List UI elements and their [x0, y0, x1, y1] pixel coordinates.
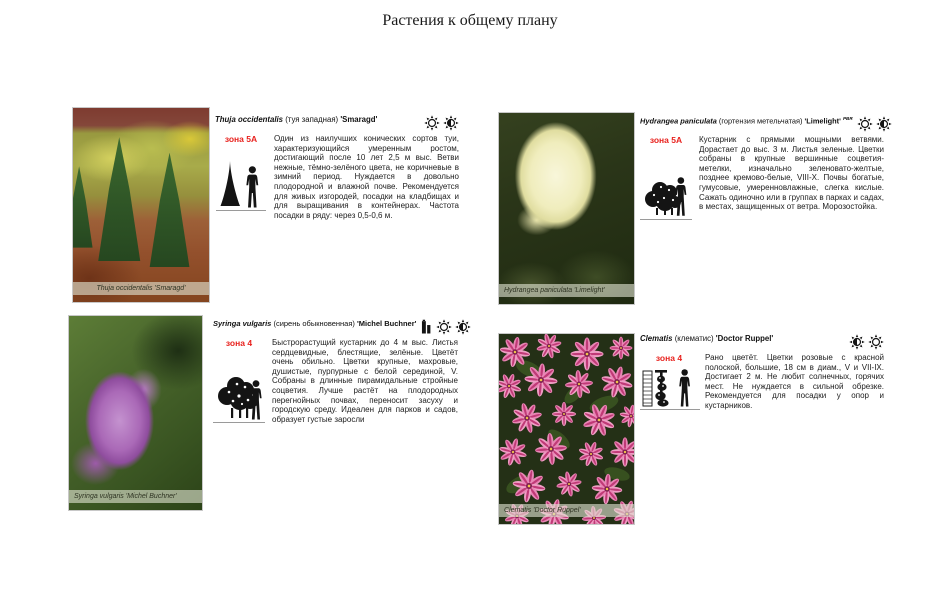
shrub-silhouette [645, 182, 681, 215]
half-shade-icon [876, 116, 892, 132]
hardiness-zone-label: зона 5A [224, 134, 258, 144]
plant-title-row [640, 116, 884, 132]
plant-name: Syringa vulgaris (сирень обыкновенная) 'Michel Buchner' [213, 319, 417, 328]
plant-name: Clematis (клематис) 'Doctor Ruppel' [640, 334, 774, 343]
syringa-photo [68, 315, 203, 511]
half-shade-icon [849, 334, 865, 350]
sun-icon [436, 319, 452, 335]
plant-title-row [215, 115, 459, 131]
clematis-flowers-art [499, 334, 635, 525]
sun-icon [424, 115, 440, 131]
hardiness-zone-label: зона 4 [225, 338, 253, 348]
person-silhouette [679, 369, 690, 406]
city-icon [420, 319, 433, 335]
plant-description: Рано цветёт. Цветки розовые с красной полоской, большие, 18 см в диам., V и VII-IX. Достигает 2 м. Не любит солнечных, горячих мест. Не нуждается в сильной обрезке. Рекомендуется для посадки у опор и кустарников. [705, 353, 884, 410]
hatched-wall [643, 371, 652, 406]
climbing-plant-on-pole [655, 370, 669, 407]
sun-icon [868, 334, 884, 350]
light-requirement-icons [845, 334, 884, 350]
hydrangea-photo [498, 112, 635, 305]
conical-tree-silhouette [221, 161, 241, 206]
hydrangea-card [640, 116, 884, 225]
light-requirement-icons [853, 116, 892, 132]
plant-title-row [213, 319, 458, 335]
photo-caption: Hydrangea paniculata 'Limelight' [499, 284, 634, 297]
plant-name: Thuja occidentalis (туя западная) 'Smaragd' [215, 115, 378, 124]
plant-description: Кустарник с прямыми мощными ветвями. Дорастает до выс. 3 м. Листья зеленые. Цветки собраны в крупные вершинные соцветия-метелки, изначально зеленовато-желтые, позднее кремово-белые, VIII-X. Почвы богатые, гумусовые, умеренновлажные, слегка кислые. Сажать одиночно или в группах в парках и садах, в местах, защищенных от ветра. Морозостойка. [699, 135, 884, 212]
plant-description: Быстрорастущий кустарник до 4 м выс. Листья сердцевидные, блестящие, зелёные. Цветёт очень обильно. Цветки крупные, махровые, душистые, пурпурные с белой серединой, V. Собраны в длинные пирамидальные стройные соцветия. Лучше растёт на плодородных перегнойных почвах, переносит засуху и городскую среду. Идеален для парков и садов, образует густые заросли [272, 338, 458, 424]
hardiness-zone-label: зона 5A [649, 135, 683, 145]
photo-caption: Clematis 'Doctor Ruppel' [499, 504, 634, 517]
thuja-tree-shape [95, 137, 144, 261]
half-shade-icon [455, 319, 471, 335]
thuja-tree-shape [146, 153, 192, 267]
size-pictogram-climber-on-support-with-person [640, 365, 700, 410]
thuja-card [215, 115, 459, 220]
clematis-card [640, 334, 884, 415]
person-silhouette [246, 166, 258, 207]
plant-description: Один из наилучших конических сортов туи, характеризующийся умеренным ростом, достигающий после 10 лет 2,5 м выс. Ветви нежные, тёмно-зелёного цвета, не коричневые в зимний период. Нуждается в довольно плодородной и влажной почве. Рекомендуется для живых изгородей, посадки на кладбищах и для выращивания в контейнерах. Частота посадки в ряду: через 0,5-0,6 м. [274, 134, 459, 220]
size-pictogram-shrub-with-person [640, 175, 692, 220]
page-title: Растения к общему плану [382, 12, 558, 29]
photo-caption: Thuja occidentalis 'Smaragd' [73, 282, 209, 295]
thuja-tree-shape [72, 166, 95, 247]
plant-name: Hydrangea paniculata (гортензия метельчатая) 'Limelight' $^{PBR}$ [640, 116, 853, 126]
photo-caption: Syringa vulgaris 'Michel Buchner' [69, 490, 202, 503]
hardiness-zone-label: зона 4 [655, 353, 683, 363]
half-shade-icon [443, 115, 459, 131]
size-pictogram-shrub-with-person [213, 374, 265, 423]
thuja-photo [72, 107, 210, 303]
plant-title-row [640, 334, 884, 350]
pbr-mark: PBR [842, 116, 853, 121]
light-requirement-icons [416, 319, 471, 335]
syringa-card [213, 319, 458, 428]
clematis-photo [498, 333, 635, 525]
size-pictogram-conical-tree-with-person [216, 160, 266, 211]
sun-icon [857, 116, 873, 132]
light-requirement-icons [420, 115, 459, 131]
